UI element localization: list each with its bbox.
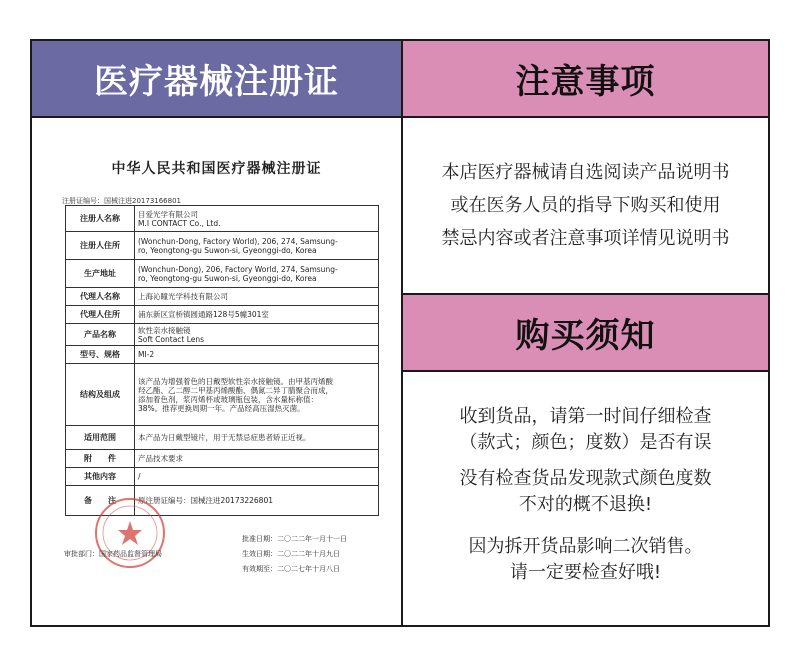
certificate-row	[66, 206, 379, 232]
certificate-field-value	[135, 206, 379, 232]
purchase-line: 收到货品，请第一时间仔细检查	[459, 406, 712, 427]
certificate-number: 注册证编号：国械注进20173166801	[62, 197, 181, 205]
effective-date: 生效日期：二〇二二年十月九日	[242, 550, 340, 558]
certificate-value-line: M.I CONTACT Co., Ltd.	[138, 218, 221, 228]
certificate-row	[66, 468, 379, 486]
certificate-field-value	[135, 468, 379, 486]
purchase-paragraph-3	[403, 534, 768, 586]
certificate-value-line: Soft Contact Lens	[138, 334, 205, 344]
certificate-value-line: 目爱光学有限公司	[138, 209, 198, 219]
certificate-row	[66, 324, 379, 346]
certificate-value-line: (Wonchun-Dong), 206, Factory World, 274, Samsung-	[138, 264, 338, 274]
notes-line: 或在医务人员的指导下购买和使用	[450, 195, 721, 216]
certificate-value-line: 产品技术要求	[138, 454, 183, 463]
certificate-field-label: 备 注	[66, 486, 135, 516]
certificate-value-line: 软性亲水接触镜	[138, 325, 191, 335]
certificate-field-value	[135, 426, 379, 450]
certificate-table	[65, 205, 379, 516]
certificate-field-label: 其他内容	[66, 468, 135, 486]
purchase-panel	[403, 372, 768, 625]
certificate-row	[66, 288, 379, 306]
certificate-field-label: 产品名称	[66, 324, 135, 346]
certificate-field-value	[135, 450, 379, 468]
issuing-department: 审批部门：国家药品监督管理局	[64, 550, 162, 558]
notes-line: 本店医疗器械请自选阅读产品说明书	[441, 162, 730, 183]
purchase-paragraph-1	[403, 404, 768, 456]
notes-line: 禁忌内容或者注意事项详情见说明书	[441, 228, 730, 249]
certificate-value-line: (Wonchun-Dong, Factory World), 206, 274, Samsung-	[138, 236, 338, 246]
certificate-field-label: 生产地址	[66, 260, 135, 288]
certificate-value-line: 该产品为增强着色的日戴型软性亲水接触镜。由甲基丙烯酸	[138, 376, 333, 386]
certificate-field-label: 代理人名称	[66, 288, 135, 306]
registration-header	[30, 39, 403, 118]
certificate-value-line: 浦东新区宣桥镇圆通路128号5幢301室	[138, 310, 269, 319]
certificate-value-line: 原注册证编号：国械注进20173226801	[138, 496, 273, 505]
certificate-field-value	[135, 364, 379, 426]
certificate-field-value	[135, 232, 379, 260]
purchase-line: 因为拆开货品影响二次销售。	[468, 536, 703, 557]
certificate-row	[66, 346, 379, 364]
purchase-line: 不对的概不退换!	[518, 494, 653, 515]
certificate-value-line: 添加着色剂，浆丙烯杯或玻璃瓶包装，含水量标称值：	[138, 394, 318, 404]
certificate-field-label: 附 件	[66, 450, 135, 468]
purchase-paragraph-2	[403, 466, 768, 518]
certificate-value-line: /	[138, 472, 141, 481]
certificate-field-value	[135, 288, 379, 306]
purchase-line: 请一定要检查好哦!	[509, 562, 662, 583]
registration-title: 医疗器械注册证	[94, 62, 339, 102]
certificate-value-line: MI-2	[138, 350, 155, 359]
certificate-row	[66, 426, 379, 450]
certificate-title: 中华人民共和国医疗器械注册证	[111, 161, 322, 177]
notes-title: 注意事项	[515, 62, 656, 102]
certificate-row	[66, 364, 379, 426]
purchase-title: 购买须知	[515, 316, 656, 356]
certificate-field-label: 注册人名称	[66, 206, 135, 232]
certificate-field-value	[135, 260, 379, 288]
certificate-row	[66, 260, 379, 288]
certificate-row	[66, 232, 379, 260]
purchase-header	[401, 293, 770, 372]
certificate-value-line: 本产品为日戴型镜片，用于无禁忌症患者矫正近视。	[138, 433, 311, 442]
certificate-field-label: 注册人住所	[66, 232, 135, 260]
certificate-value-line: ro, Yeongtong-gu Suwon-si, Gyeonggi-do, Korea	[138, 273, 317, 283]
certificate-value-line: ro, Yeongtong-gu Suwon-si, Gyeonggi-do, Korea	[138, 245, 317, 255]
certificate-field-value	[135, 346, 379, 364]
purchase-line: 没有检查货品发现款式颜色度数	[459, 468, 712, 489]
certificate-field-value	[135, 486, 379, 516]
certificate-value-line: 上海沁瞳光学科技有限公司	[138, 292, 228, 301]
certificate-document	[32, 118, 401, 625]
certificate-row	[66, 306, 379, 324]
certificate-field-value	[135, 306, 379, 324]
certificate-field-label: 结构及组成	[66, 364, 135, 426]
expiry-date: 有效期至：二〇二七年十月八日	[242, 565, 340, 573]
certificate-value-line: 羟乙酯、乙二醇二甲基丙烯酸酯、偶氮二异丁腈聚合而成，	[138, 385, 333, 395]
notes-panel	[403, 118, 768, 293]
certificate-field-label: 适用范围	[66, 426, 135, 450]
approval-date: 批准日期：二〇二二年一月十一日	[242, 535, 347, 543]
certificate-field-label: 代理人住所	[66, 306, 135, 324]
certificate-field-value	[135, 324, 379, 346]
purchase-line: （款式；颜色；度数）是否有误	[459, 432, 712, 453]
certificate-field-label: 型号、规格	[66, 346, 135, 364]
certificate-value-line: 38%。推荐更换周期一年。产品经高压湿热灭菌。	[138, 403, 305, 413]
notes-header	[401, 39, 770, 118]
certificate-row	[66, 450, 379, 468]
